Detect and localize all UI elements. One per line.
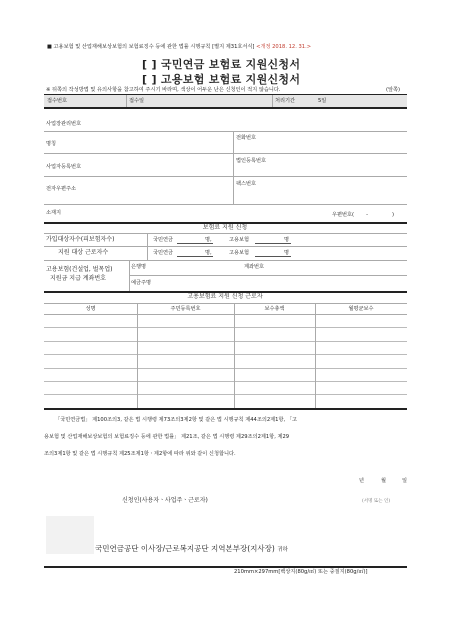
table-row[interactable] [44,394,407,395]
construction-label: 고용보험(건설업, 벌목업) [46,266,113,273]
subscribers-employment-label: 고용보험 [229,237,250,243]
receipt-bar-rule [44,107,407,109]
month-label: 월 [381,478,387,484]
table-row[interactable] [44,368,407,369]
day-label: 일 [402,478,408,484]
fax-label: 팩스번호 [236,181,257,187]
divider [233,131,234,204]
row-rule [44,314,407,315]
unit-label: 명 [284,250,290,256]
page-side-label: (앞쪽) [386,87,401,93]
processing-period-value: 5일 [318,98,327,104]
table-row[interactable] [44,381,407,382]
corp-reg-no-label: 법인등록번호 [236,158,267,164]
account-section-label: 지원금 지급 계좌번호 [50,275,106,282]
row-rule [44,153,407,154]
account-number-label: 계좌번호 [244,264,265,270]
recipient-label: 국민연금공단 이사장/근로복지공단 지역본부장(지사장) 귀하 [95,544,288,553]
table-row[interactable] [44,327,407,328]
declaration-line-1: 「국민연금법」 제100조의3, 같은 법 시행령 제73조의3제2항 및 같은 법 시행규칙 제44조의2제1항, 「고 [55,417,297,423]
business-no-label: 사업자등록번호 [46,164,82,170]
divider [126,95,127,107]
bank-name-label: 은행명 [131,264,147,270]
subscribers-pension-label: 국민연금 [153,237,174,243]
workers-pension-label: 국민연금 [153,250,174,256]
row-rule [44,176,407,177]
row-rule [44,260,407,261]
form-title-pension: [ ] 국민연금 보험료 지원신청서 [142,58,301,71]
row-rule [44,131,407,132]
subscribers-label: 가입대상자수(피보험자수) [46,236,115,243]
unit-label: 명, [205,237,212,243]
table-row[interactable] [44,341,407,342]
col-monthly-pay-header: 월평균보수 [348,306,374,312]
business-reg-no-label: 사업장관리번호 [46,121,82,127]
column-divider [137,303,138,408]
column-divider [315,303,316,408]
instructions-note: ※ 뒤쪽의 작성방법 및 유의사항을 참고하여 주시기 바라며, 색상이 어두운 난은 신청인이 적지 않습니다. [46,87,281,93]
depositor-label: 예금주명 [131,280,152,286]
col-total-pay-header: 보수총액 [264,306,285,312]
postal-code-field[interactable]: 우편번호( - ) [332,212,395,218]
section-rule [44,408,407,410]
unit-label: 명, [205,250,212,256]
receipt-bar [44,95,407,107]
bottom-rule [44,566,407,568]
row-rule [44,246,407,247]
email-label: 전자우편주소 [46,186,77,192]
paper-spec: 210mm×297mm[백상지(80g/㎡) 또는 중질지(80g/㎡)] [234,569,368,575]
phone-label: 전화번호 [236,135,257,141]
declaration-line-3: 조의3제1항 및 같은 법 시행규칙 제25조제1항ㆍ제2항에 따라 위와 같이 신청합니다. [44,451,236,457]
support-section-heading: 보험료 지원 신청 [202,224,248,231]
form-title-employment: [ ] 고용보험 보험료 지원신청서 [142,73,301,86]
row-rule [44,303,407,304]
row-rule [44,233,407,234]
col-resident-no-header: 주민등록번호 [170,306,201,312]
declaration-line-2: 용보험 및 산업재해보상보험의 보험료징수 등에 관한 법률」 제21조, 같은 법 시행령 제29조의2제1항, 제29 [44,434,290,440]
stamp-area [46,516,94,554]
revision-date: <개정 2018. 12. 31.> [256,44,312,50]
row-rule [44,204,407,205]
unit-label: 명 [284,237,290,243]
name-label: 명칭 [46,141,57,147]
workers-employment-label: 고용보험 [229,250,250,256]
signature-note: (서명 또는 인) [362,499,391,504]
year-label: 년 [359,478,365,484]
applicant-signature-label: 신청인(사용자ㆍ사업주ㆍ근로자) [122,497,208,504]
form-reference: ■ 고용보험 및 산업재해보상보험의 보험료징수 등에 관한 법률 시행규칙 [별지 제31호서식] <개정 2018. 12. 31.> [47,44,312,50]
receipt-date-label: 접수일 [129,98,145,104]
processing-period-label: 처리기간 [275,98,296,104]
col-name-header: 성명 [85,306,96,312]
receipt-number-label: 접수번호 [47,98,68,104]
address-label: 소재지 [46,210,62,216]
workers-table-heading: 고용보험료 지원 신청 근로자 [187,293,263,300]
column-divider [234,303,235,408]
workers-label: 지원 대상 근로자수 [58,249,109,256]
table-row[interactable] [44,354,407,355]
row-rule [129,275,407,276]
divider [272,95,273,107]
